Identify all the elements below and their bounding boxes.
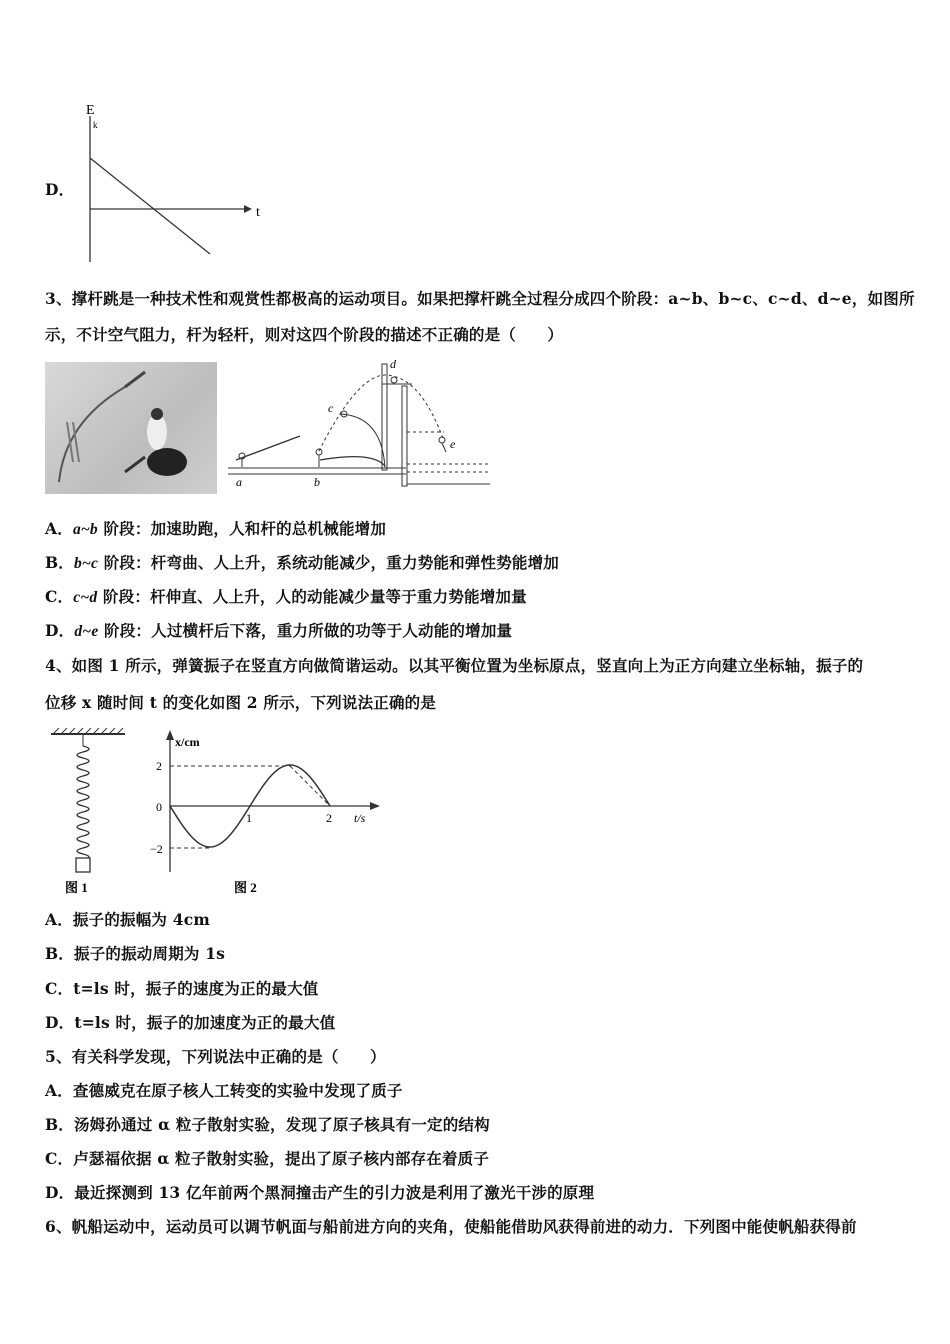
q3-option-d: D．d~e 阶段：人过横杆后下落，重力所做的功等于人动能的增加量 bbox=[45, 621, 513, 640]
x-label: t/s bbox=[354, 811, 366, 825]
y-tick-2: 2 bbox=[156, 759, 162, 773]
q4-stem-line2: 位移 x 随时间 t 的变化如图 2 所示，下列说法正确的是 bbox=[45, 693, 437, 712]
ek-line bbox=[90, 158, 210, 254]
q4-fig1-spring bbox=[45, 726, 135, 896]
q5-option-b: B．汤姆孙通过 α 粒子散射实验，发现了原子核具有一定的结构 bbox=[45, 1115, 490, 1134]
x-axis-label: t bbox=[256, 205, 260, 220]
q2-option-d-label: D． bbox=[45, 180, 75, 199]
q4-option-d: D．t=ls 时，振子的加速度为正的最大值 bbox=[45, 1013, 336, 1032]
label-a: a bbox=[236, 475, 242, 489]
y-tick-0: 0 bbox=[156, 800, 162, 814]
y-axis-sub: k bbox=[93, 120, 98, 130]
q3-stem-line2: 示，不计空气阻力，杆为轻杆，则对这四个阶段的描述不正确的是（ ） bbox=[45, 325, 564, 344]
fig2-caption: 图 2 bbox=[234, 880, 257, 895]
y-axis-label: E bbox=[86, 103, 95, 118]
q2-ek-t-graph bbox=[80, 98, 270, 266]
q4-stem-line1: 4、如图 1 所示，弹簧振子在竖直方向做简谐运动。以其平衡位置为坐标原点，竖直向上为正方向建立坐标轴，振子的 bbox=[45, 656, 864, 675]
q4-option-c: C．t=ls 时，振子的速度为正的最大值 bbox=[45, 979, 319, 998]
q3-pole-vault-diagram bbox=[222, 356, 494, 494]
q3-stem-line1: 3、撑杆跳是一种技术性和观赏性都极高的运动项目。如果把撑杆跳全过程分成四个阶段：a~b、b~c、c~d、d~e，如图所 bbox=[45, 289, 915, 308]
label-b: b bbox=[314, 475, 320, 489]
q3-option-c: C．c~d 阶段：杆伸直、人上升，人的动能减少量等于重力势能增加量 bbox=[45, 587, 527, 606]
fig1-caption: 图 1 bbox=[65, 880, 88, 895]
x-axis-arrow bbox=[244, 205, 252, 213]
label-d: d bbox=[390, 357, 396, 371]
q5-option-c: C．卢瑟福依据 α 粒子散射实验，提出了原子核内部存在着质子 bbox=[45, 1149, 490, 1168]
q5-stem: 5、有关科学发现，下列说法中正确的是（ ） bbox=[45, 1047, 386, 1066]
q3-pole-vault-photo bbox=[45, 362, 217, 494]
x-tick-1: 1 bbox=[246, 811, 252, 825]
q3-option-a: A．a~b 阶段：加速助跑，人和杆的总机械能增加 bbox=[45, 519, 387, 538]
q6-stem: 6、帆船运动中，运动员可以调节帆面与船前进方向的夹角，使船能借助风获得前进的动力．下列图中能使帆船获得前 bbox=[45, 1217, 857, 1236]
y-label: x/cm bbox=[175, 735, 200, 749]
q4-option-b: B．振子的振动周期为 1s bbox=[45, 944, 226, 963]
q4-fig2-graph bbox=[148, 726, 384, 896]
y-tick-neg2: −2 bbox=[150, 842, 163, 856]
q3-option-b: B．b~c 阶段：杆弯曲、人上升，系统动能减少，重力势能和弹性势能增加 bbox=[45, 553, 559, 572]
q5-option-d: D．最近探测到 13 亿年前两个黑洞撞击产生的引力波是利用了激光干涉的原理 bbox=[45, 1183, 595, 1202]
q4-option-a: A．振子的振幅为 4cm bbox=[45, 910, 210, 929]
q5-option-a: A．查德威克在原子核人工转变的实验中发现了质子 bbox=[45, 1081, 403, 1100]
x-tick-2: 2 bbox=[326, 811, 332, 825]
label-c: c bbox=[328, 401, 334, 415]
label-e: e bbox=[450, 437, 456, 451]
